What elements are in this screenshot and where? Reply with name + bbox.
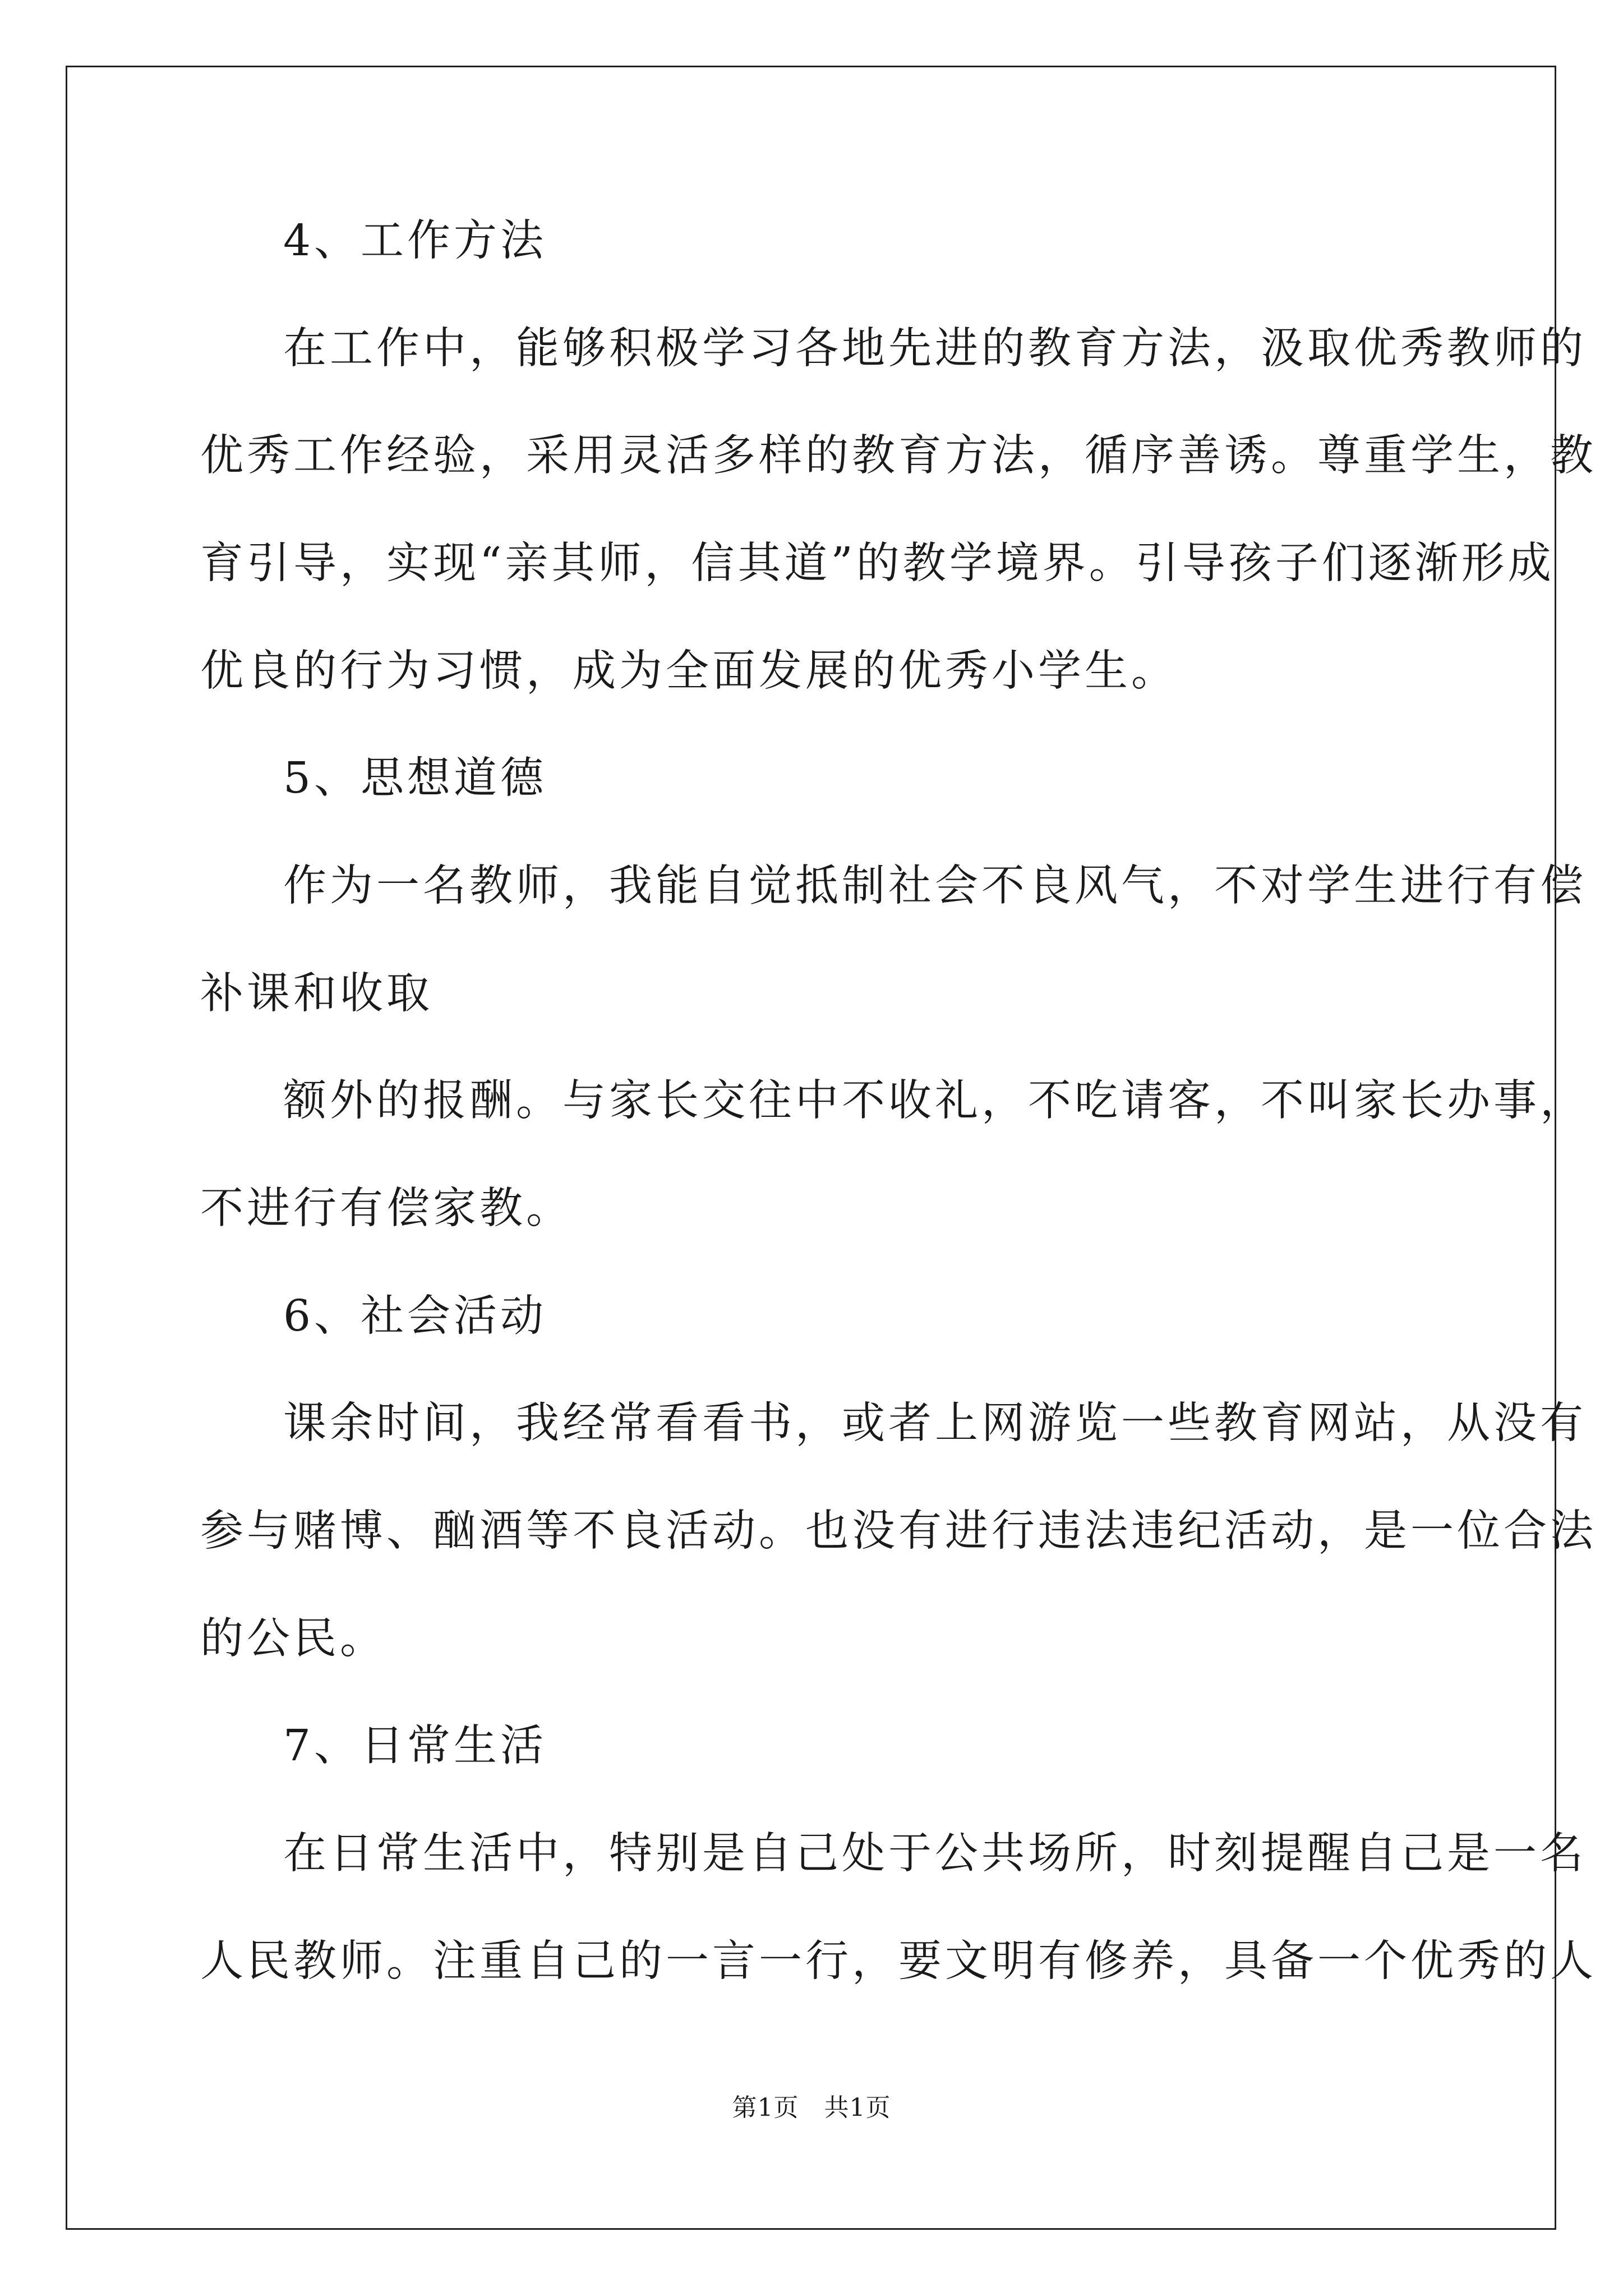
paragraph-line: 补课和收取: [200, 969, 433, 1019]
heading-work-method: 4、工作方法: [283, 216, 547, 266]
paragraph-line: 育引导，实现“亲其师，信其道”的教学境界。引导孩子们逐渐形成: [200, 539, 1555, 588]
paragraph-line: 优良的行为习惯，成为全面发展的优秀小学生。: [200, 646, 1178, 696]
heading-moral: 5、思想道德: [283, 753, 547, 803]
page-border: [66, 66, 1556, 2230]
paragraph-line: 课余时间，我经常看看书，或者上网游览一些教育网站，从没有: [283, 1398, 1587, 1448]
paragraph-line: 参与赌博、酗酒等不良活动。也没有进行违法违纪活动，是一位合法: [200, 1506, 1597, 1556]
paragraph-line: 优秀工作经验，采用灵活多样的教育方法，循序善诱。尊重学生，教: [200, 431, 1597, 481]
paragraph-line: 不进行有偿家教。: [200, 1184, 573, 1234]
heading-social-activity: 6、社会活动: [283, 1291, 547, 1341]
page-number-footer: 第1页 共1页: [732, 2093, 891, 2122]
paragraph-line: 的公民。: [200, 1614, 386, 1664]
paragraph-line: 作为一名教师，我能自觉抵制社会不良风气，不对学生进行有偿: [283, 861, 1587, 911]
paragraph-line: 人民教师。注重自己的一言一行，要文明有修养，具备一个优秀的人: [200, 1936, 1597, 1986]
paragraph-line: 额外的报酬。与家长交往中不收礼，不吃请客，不叫家长办事，: [283, 1076, 1587, 1126]
heading-daily-life: 7、日常生活: [283, 1721, 547, 1771]
paragraph-line: 在工作中，能够积极学习各地先进的教育方法，汲取优秀教师的: [283, 324, 1587, 374]
paragraph-line: 在日常生活中，特别是自己处于公共场所，时刻提醒自己是一名: [283, 1829, 1587, 1879]
